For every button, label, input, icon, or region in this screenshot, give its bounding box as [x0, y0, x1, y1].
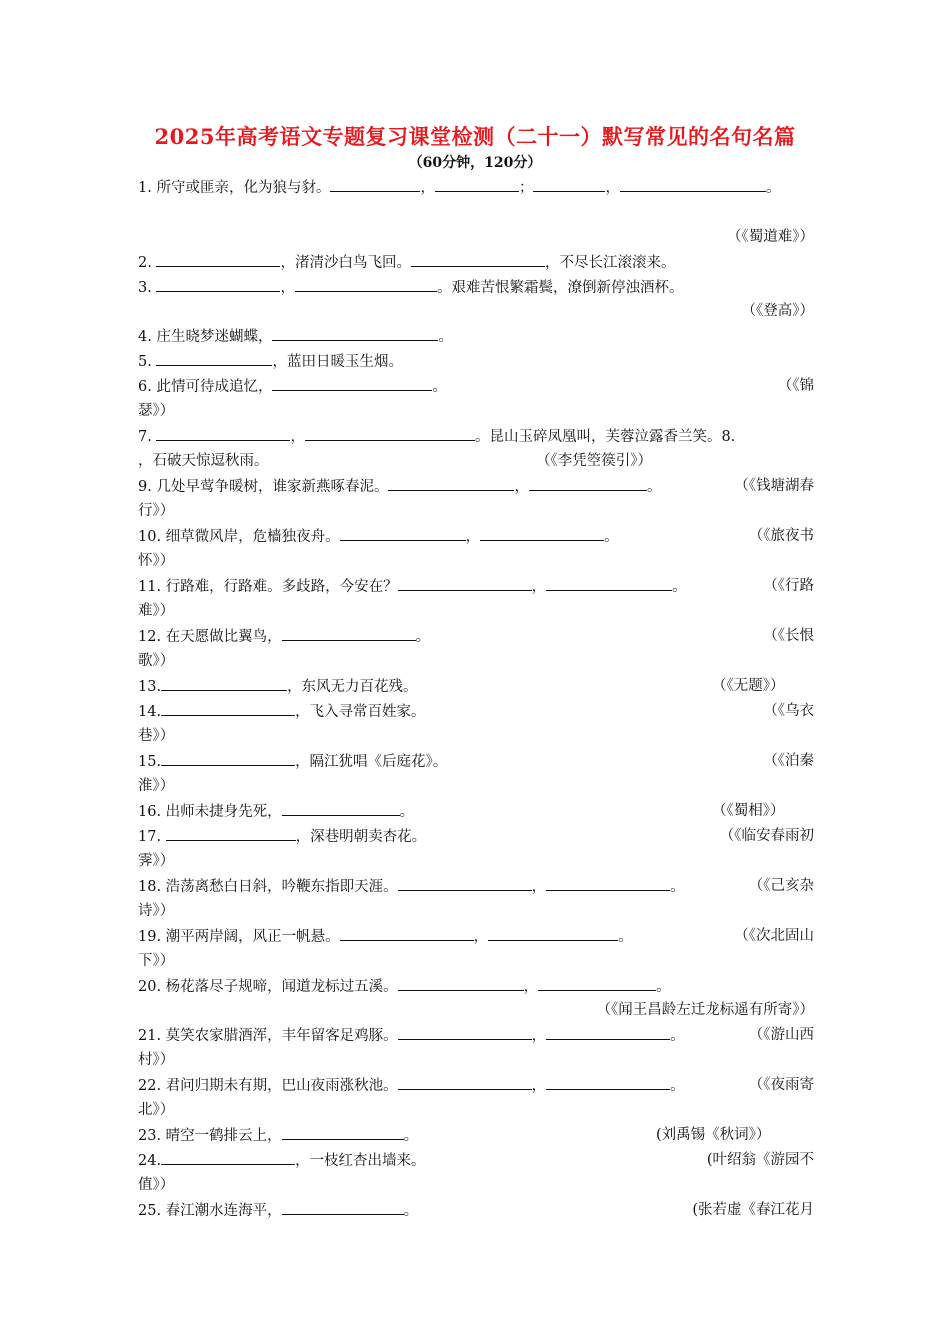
question-4: 4. 庄生晓梦迷蝴蝶， 。	[138, 326, 818, 347]
source-q16: （《蜀相》）	[712, 803, 785, 819]
source-q25: (张若虚《春江花月	[692, 1202, 814, 1218]
source-q21-cont: 村》）	[138, 1052, 175, 1068]
answer-blank[interactable]	[398, 876, 532, 891]
question-12: 12. 在天愿做比翼鸟， 。	[138, 626, 818, 647]
source-q21: （《游山西	[748, 1027, 814, 1043]
source-q22: （《夜雨寄	[748, 1077, 814, 1093]
source-q10-cont: 怀》）	[138, 553, 175, 569]
answer-blank[interactable]	[340, 926, 474, 941]
answer-blank[interactable]	[282, 1125, 404, 1140]
answer-blank[interactable]	[538, 976, 656, 991]
answer-blank[interactable]	[282, 801, 400, 816]
question-2: 2. ，渚清沙白鸟飞回。 ，不尽长江滚滚来。	[138, 252, 818, 273]
answer-blank[interactable]	[398, 1025, 532, 1040]
answer-blank[interactable]	[340, 526, 466, 541]
answer-blank[interactable]	[161, 701, 295, 716]
source-q19-cont: 下》）	[138, 953, 175, 969]
answer-blank[interactable]	[156, 426, 290, 441]
answer-blank[interactable]	[398, 576, 532, 591]
question-19: 19. 潮平两岸阔，风正一帆悬。 ， 。	[138, 926, 818, 947]
answer-blank[interactable]	[166, 826, 296, 841]
source-q22-cont: 北》）	[138, 1102, 175, 1118]
question-16: 16. 出师未捷身先死， 。	[138, 801, 818, 822]
source-q3: （《登高》）	[741, 303, 814, 319]
source-q14: （《乌衣	[763, 703, 814, 719]
answer-blank[interactable]	[272, 376, 432, 391]
question-6: 6. 此情可待成追忆， 。	[138, 376, 818, 397]
source-q10: （《旅夜书	[748, 528, 814, 544]
answer-blank[interactable]	[156, 277, 280, 292]
question-1: 1. 所守或匪亲，化为狼与豺。 ， ； ， 。	[138, 177, 818, 198]
question-22: 22. 君问归期未有期，巴山夜雨涨秋池。 ， 。	[138, 1075, 818, 1096]
answer-blank[interactable]	[295, 277, 437, 292]
source-q7: （《李凭箜篌引》）	[536, 453, 652, 469]
question-8: ，石破天惊逗秋雨。	[138, 453, 269, 469]
answer-blank[interactable]	[398, 1075, 532, 1090]
source-q17: （《临安春雨初	[719, 828, 814, 844]
source-q1: （《蜀道难》）	[727, 229, 814, 245]
question-5: 5. ，蓝田日暖玉生烟。	[138, 351, 818, 372]
answer-blank[interactable]	[546, 1075, 670, 1090]
answer-blank[interactable]	[533, 177, 605, 192]
question-21: 21. 莫笑农家腊酒浑，丰年留客足鸡豚。 ， 。	[138, 1025, 818, 1046]
answer-blank[interactable]	[398, 976, 524, 991]
answer-blank[interactable]	[388, 476, 514, 491]
answer-blank[interactable]	[435, 177, 519, 192]
answer-blank[interactable]	[546, 576, 672, 591]
question-17: 17. ，深巷明朝卖杏花。	[138, 826, 818, 847]
answer-blank[interactable]	[480, 526, 604, 541]
source-q12: （《长恨	[763, 628, 814, 644]
answer-blank[interactable]	[282, 626, 416, 641]
page-title: 2025年高考语文专题复习课堂检测（二十一）默写常见的名句名篇	[154, 124, 796, 149]
question-15: 15. ，隔江犹唱《后庭花》。	[138, 751, 818, 772]
question-3: 3. ， 。艰难苦恨繁霜鬓，潦倒新停浊酒杯。	[138, 277, 818, 298]
answer-blank[interactable]	[156, 351, 272, 366]
source-q11-cont: 难》）	[138, 603, 175, 619]
source-q18-cont: 诗》）	[138, 903, 175, 919]
source-q12-cont: 歌》）	[138, 653, 175, 669]
question-23: 23. 晴空一鹤排云上， 。	[138, 1125, 818, 1146]
page-subtitle: （60分钟，120分）	[408, 155, 542, 171]
answer-blank[interactable]	[488, 926, 618, 941]
question-24: 24. ，一枝红杏出墙来。	[138, 1150, 818, 1171]
source-q15-cont: 淮》）	[138, 778, 175, 794]
answer-blank[interactable]	[411, 252, 545, 267]
question-9: 9. 几处早莺争暖树，谁家新燕啄春泥。 ， 。	[138, 476, 818, 497]
answer-blank[interactable]	[156, 252, 280, 267]
source-q13: （《无题》）	[712, 678, 785, 694]
answer-blank[interactable]	[546, 1025, 670, 1040]
question-14: 14. ，飞入寻常百姓家。	[138, 701, 818, 722]
source-q15: （《泊秦	[763, 753, 814, 769]
answer-blank[interactable]	[161, 751, 295, 766]
answer-blank[interactable]	[529, 476, 647, 491]
source-q19: （《次北固山	[734, 928, 814, 944]
source-q24-cont: 值》）	[138, 1177, 175, 1193]
answer-blank[interactable]	[282, 1200, 404, 1215]
source-q6-cont: 瑟》）	[138, 403, 175, 419]
source-q14-cont: 巷》）	[138, 728, 175, 744]
answer-blank[interactable]	[546, 876, 670, 891]
source-q6: （《锦	[777, 378, 814, 394]
question-7: 7. ， 。昆山玉碎凤凰叫，芙蓉泣露香兰笑。8.	[138, 426, 818, 447]
question-13: 13. ，东风无力百花残。	[138, 676, 818, 697]
question-10: 10. 细草微风岸，危樯独夜舟。 ， 。	[138, 526, 818, 547]
answer-blank[interactable]	[161, 676, 287, 691]
answer-blank[interactable]	[305, 426, 475, 441]
question-11: 11. 行路难，行路难。多歧路，今安在？ ， 。	[138, 576, 818, 597]
source-q9: （《钱塘湖春	[734, 478, 814, 494]
question-25: 25. 春江潮水连海平， 。	[138, 1200, 818, 1221]
source-q11: （《行路	[763, 578, 814, 594]
answer-blank[interactable]	[330, 177, 420, 192]
answer-blank[interactable]	[161, 1150, 295, 1165]
source-q20: （《闻王昌龄左迁龙标遥有所寄》）	[596, 1002, 814, 1018]
source-q17-cont: 霁》）	[138, 853, 175, 869]
answer-blank[interactable]	[620, 177, 766, 192]
source-q24: (叶绍翁《游园不	[706, 1152, 814, 1168]
answer-blank[interactable]	[272, 326, 438, 341]
source-q9-cont: 行》）	[138, 503, 175, 519]
source-q18: （《己亥杂	[748, 878, 814, 894]
source-q23: (刘禹锡《秋词》）	[656, 1127, 771, 1143]
question-20: 20. 杨花落尽子规啼，闻道龙标过五溪。 ， 。	[138, 976, 818, 997]
question-18: 18. 浩荡离愁白日斜，吟鞭东指即天涯。 ， 。	[138, 876, 818, 897]
